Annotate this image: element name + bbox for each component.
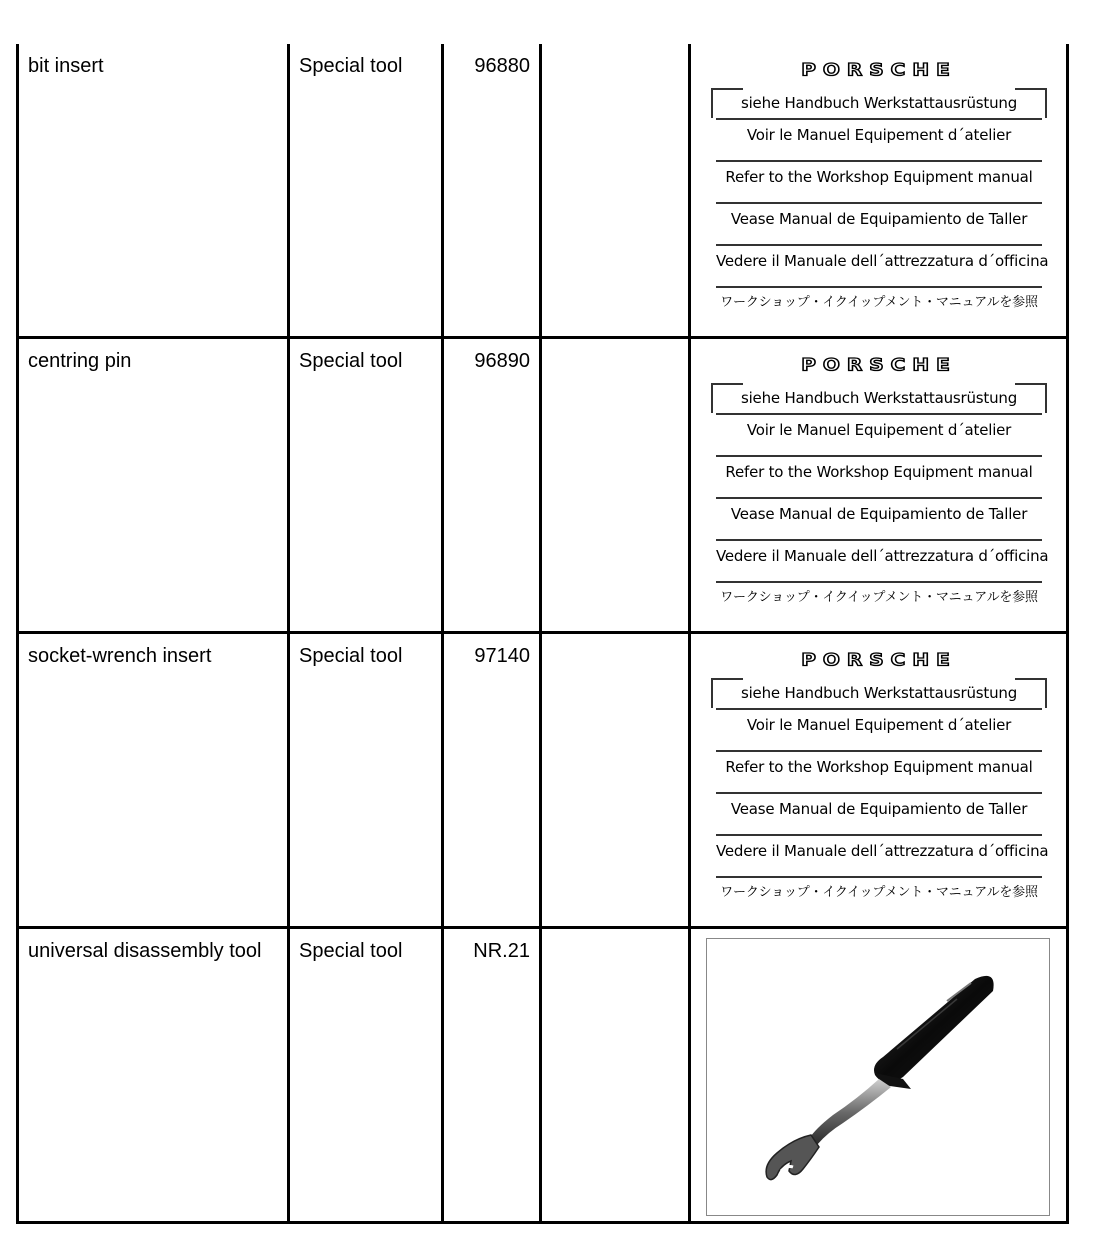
reference-line-de: siehe Handbuch Werkstattausrüstung [740,389,1018,407]
porsche-reference-image [711,60,1047,328]
description-cell [18,928,289,1223]
table-row [18,928,1068,1223]
description-cell [18,44,289,338]
tool-type: Special tool [299,55,403,77]
tool-number: 96880 [474,55,530,77]
type-cell [289,338,443,633]
reference-line-it: Vedere il Manuale dell´attrezzatura d´officina [716,836,1042,878]
tool-description: universal disassembly tool [28,940,262,962]
tool-number: NR.21 [473,940,530,962]
disassembly-tool-photo-icon [707,939,1049,1215]
reference-line-fr: Voir le Manuel Equipement d´atelier [716,118,1042,162]
reference-line-ja: ワークショップ・イクイップメント・マニュアルを参照 [720,590,1038,605]
extra-cell [541,633,690,928]
image-cell [690,44,1068,338]
image-cell [690,928,1068,1223]
porsche-wordmark [801,61,956,80]
description-cell [18,633,289,928]
svg-text:PORSCHE: PORSCHE [801,355,957,375]
porsche-reference-image [711,355,1047,623]
table-row [18,633,1068,928]
porsche-logo-icon [774,355,984,375]
tool-number: 97140 [474,645,530,667]
tool-description: socket-wrench insert [28,645,212,667]
reference-line-en: Refer to the Workshop Equipment manual [716,457,1042,499]
tool-extra [542,44,688,56]
number-cell [443,44,541,338]
reference-line-es: Vease Manual de Equipamiento de Taller [716,499,1042,541]
porsche-logo-icon [774,60,984,80]
description-cell [18,338,289,633]
number-cell [443,633,541,928]
tool-type: Special tool [299,645,403,667]
table-row [18,44,1068,338]
reference-line-de: siehe Handbuch Werkstattausrüstung [740,94,1018,112]
reference-line-fr: Voir le Manuel Equipement d´atelier [716,413,1042,457]
reference-line-ja: ワークショップ・イクイップメント・マニュアルを参照 [720,885,1038,900]
reference-line-it: Vedere il Manuale dell´attrezzatura d´officina [716,541,1042,583]
table-row [18,338,1068,633]
tool-type: Special tool [299,350,403,372]
type-cell [289,928,443,1223]
porsche-wordmark [801,651,956,670]
image-cell [690,633,1068,928]
tool-description: centring pin [28,350,132,372]
svg-text:PORSCHE: PORSCHE [801,650,957,670]
porsche-logo-icon [774,650,984,670]
reference-line-es: Vease Manual de Equipamiento de Taller [716,204,1042,246]
reference-line-it: Vedere il Manuale dell´attrezzatura d´officina [716,246,1042,288]
type-cell [289,633,443,928]
extra-cell [541,338,690,633]
reference-line-de: siehe Handbuch Werkstattausrüstung [740,684,1018,702]
tool-extra [542,339,688,351]
reference-line-fr: Voir le Manuel Equipement d´atelier [716,708,1042,752]
porsche-reference-image [711,650,1047,918]
number-cell [443,928,541,1223]
tool-number: 96890 [474,350,530,372]
svg-text:PORSCHE: PORSCHE [801,60,957,80]
type-cell [289,44,443,338]
tool-extra [542,929,688,941]
reference-line-ja: ワークショップ・イクイップメント・マニュアルを参照 [720,295,1038,310]
special-tools-table [16,44,1069,1224]
extra-cell [541,44,690,338]
extra-cell [541,928,690,1223]
tool-type: Special tool [299,940,403,962]
reference-box [711,88,1047,118]
disassembly-tool-photo [706,938,1050,1216]
reference-line-en: Refer to the Workshop Equipment manual [716,752,1042,794]
reference-box [711,678,1047,708]
porsche-wordmark [801,356,956,375]
reference-line-en: Refer to the Workshop Equipment manual [716,162,1042,204]
reference-box [711,383,1047,413]
image-cell [690,338,1068,633]
tool-description: bit insert [28,55,104,77]
number-cell [443,338,541,633]
tool-extra [542,634,688,646]
reference-line-es: Vease Manual de Equipamiento de Taller [716,794,1042,836]
